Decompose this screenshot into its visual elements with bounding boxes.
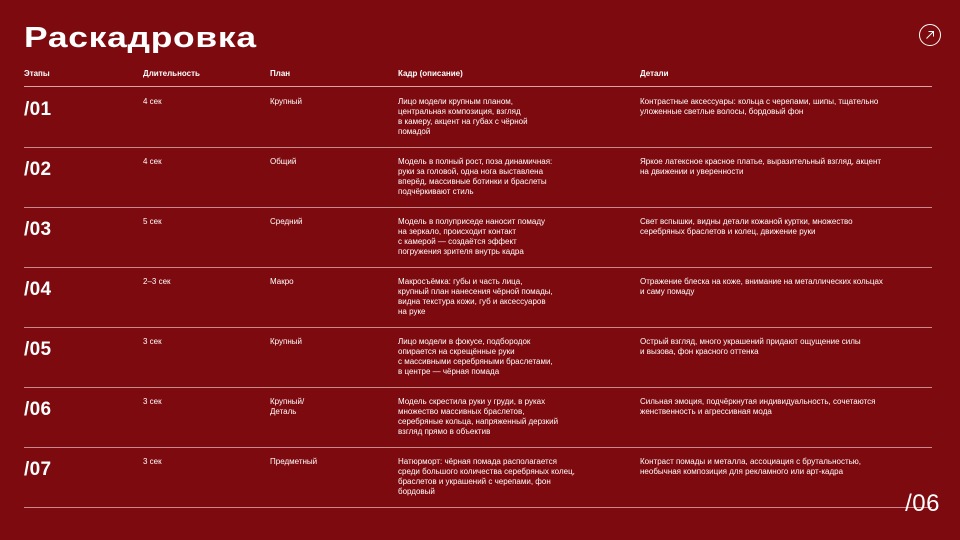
details-cell-line: и вызова, фон красного оттенка xyxy=(640,347,759,356)
frame-description-cell-line: среди большого количества серебряных колец, xyxy=(398,467,575,476)
frame-description-cell-line: Лицо модели в фокусе, подбородок xyxy=(398,337,531,346)
frame-description-cell-line: с камерой — создаётся эффект xyxy=(398,237,517,246)
frame-description-cell-line: Модель в полуприседе наносит помаду xyxy=(398,217,546,226)
page-title: Раскадровка xyxy=(24,22,257,54)
frame-description-cell-line: бордовый xyxy=(398,487,435,496)
frame-description-cell-line: опирается на скрещённые руки xyxy=(398,347,515,356)
stage-number: /02 xyxy=(24,159,52,180)
arrow-up-right-icon xyxy=(925,30,935,40)
plan-cell xyxy=(270,337,370,347)
plan-cell xyxy=(270,277,370,287)
details-cell xyxy=(640,97,920,117)
plan-cell xyxy=(270,397,370,417)
details-cell-line: уложенные светлые волосы, бордовый фон xyxy=(640,107,804,116)
duration-cell: 4 сек xyxy=(143,97,162,106)
plan-cell xyxy=(270,97,370,107)
arrow-up-right-button[interactable] xyxy=(919,24,941,46)
stage-number: /05 xyxy=(24,339,52,360)
page-number: /06 xyxy=(905,490,940,517)
stage-number: /03 xyxy=(24,219,52,240)
details-cell xyxy=(640,397,920,417)
table-row xyxy=(24,207,932,268)
stage-number: /06 xyxy=(24,399,52,420)
details-cell xyxy=(640,337,920,357)
plan-cell-line: Деталь xyxy=(270,407,297,416)
plan-cell-line: Предметный xyxy=(270,457,318,466)
frame-description-cell-line: множество массивных браслетов, xyxy=(398,407,525,416)
stage-number: /01 xyxy=(24,99,52,120)
details-cell xyxy=(640,217,920,237)
frame-description-cell-line: Модель скрестила руки у груди, в руках xyxy=(398,397,546,406)
frame-description-cell-line: Модель в полный рост, поза динамичная: xyxy=(398,157,553,166)
frame-description-cell xyxy=(398,217,584,257)
frame-description-cell-line: крупный план нанесения чёрной помады, xyxy=(398,287,553,296)
table-header xyxy=(24,69,932,85)
plan-cell-line: Крупный xyxy=(270,97,302,106)
duration-cell: 5 сек xyxy=(143,217,162,226)
stage-number: /07 xyxy=(24,459,52,480)
header-stage: Этапы xyxy=(24,69,50,78)
plan-cell-line: Макро xyxy=(270,277,294,286)
details-cell-line: Яркое латексное красное платье, выразительный взгляд, акцент xyxy=(640,157,882,166)
details-cell-line: необычная композиция для рекламного или арт-кадра xyxy=(640,467,844,476)
details-cell-line: Контраст помады и металла, ассоциация с брутальностью, xyxy=(640,457,862,466)
frame-description-cell-line: руки за головой, одна нога выставлена xyxy=(398,167,544,176)
frame-description-cell-line: Лицо модели крупным планом, xyxy=(398,97,513,106)
plan-cell-line: Общий xyxy=(270,157,297,166)
frame-description-cell-line: подчёркивают стиль xyxy=(398,187,474,196)
table-row xyxy=(24,267,932,328)
frame-description-cell xyxy=(398,397,584,437)
frame-description-cell xyxy=(398,457,584,497)
details-cell-line: Острый взгляд, много украшений придают ощущение силы xyxy=(640,337,861,346)
plan-cell-line: Крупный xyxy=(270,337,302,346)
frame-description-cell-line: на зеркало, происходит контакт xyxy=(398,227,516,236)
table-row xyxy=(24,87,932,148)
details-cell xyxy=(640,457,920,477)
plan-cell xyxy=(270,457,370,467)
frame-description-cell-line: серебряные кольца, напряженный дерзкий xyxy=(398,417,559,426)
details-cell-line: Отражение блеска на коже, внимание на металлических кольцах xyxy=(640,277,883,286)
frame-description-cell-line: в камеру, акцент на губах с чёрной xyxy=(398,117,528,126)
frame-description-cell-line: с массивными серебряными браслетами, xyxy=(398,357,553,366)
table-row xyxy=(24,327,932,388)
frame-description-cell-line: помадой xyxy=(398,127,431,136)
duration-cell: 3 сек xyxy=(143,397,162,406)
details-cell xyxy=(640,157,920,177)
table-row xyxy=(24,387,932,448)
plan-cell xyxy=(270,157,370,167)
duration-cell: 3 сек xyxy=(143,457,162,466)
details-cell-line: и саму помаду xyxy=(640,287,695,296)
details-cell xyxy=(640,277,920,297)
duration-cell: 3 сек xyxy=(143,337,162,346)
frame-description-cell-line: на руке xyxy=(398,307,426,316)
details-cell-line: на движении и уверенности xyxy=(640,167,744,176)
plan-cell-line: Крупный/ xyxy=(270,397,305,406)
frame-description-cell-line: взгляд прямо в объектив xyxy=(398,427,491,436)
plan-cell xyxy=(270,217,370,227)
frame-description-cell-line: браслетов и украшений с черепами, фон xyxy=(398,477,551,486)
frame-description-cell-line: видна текстура кожи, губ и аксессуаров xyxy=(398,297,546,306)
duration-cell: 2–3 сек xyxy=(143,277,171,286)
details-cell-line: женственность и агрессивная мода xyxy=(640,407,772,416)
details-cell-line: Контрастные аксессуары: кольца с черепами, шипы, тщательно xyxy=(640,97,879,106)
header-details: Детали xyxy=(640,69,669,78)
details-cell-line: Свет вспышки, видны детали кожаной куртки, множество xyxy=(640,217,853,226)
frame-description-cell-line: Макросъёмка: губы и часть лица, xyxy=(398,277,523,286)
details-cell-line: Сильная эмоция, подчёркнутая индивидуальность, сочетаются xyxy=(640,397,876,406)
duration-cell: 4 сек xyxy=(143,157,162,166)
frame-description-cell xyxy=(398,277,584,317)
frame-description-cell-line: центральная композиция, взгляд xyxy=(398,107,521,116)
frame-description-cell xyxy=(398,97,584,137)
header-plan: План xyxy=(270,69,291,78)
frame-description-cell xyxy=(398,157,584,197)
frame-description-cell-line: Натюрморт: чёрная помада располагается xyxy=(398,457,557,466)
stage-number: /04 xyxy=(24,279,52,300)
frame-description-cell-line: погружения зрителя внутрь кадра xyxy=(398,247,524,256)
table-row xyxy=(24,147,932,208)
frame-description-cell-line: в центре — чёрная помада xyxy=(398,367,500,376)
header-duration: Длительность xyxy=(143,69,200,78)
header-frame: Кадр (описание) xyxy=(398,69,463,78)
plan-cell-line: Средний xyxy=(270,217,303,226)
details-cell-line: серебряных браслетов и колец, движение руки xyxy=(640,227,816,236)
frame-description-cell xyxy=(398,337,584,377)
frame-description-cell-line: вперёд, массивные ботинки и браслеты xyxy=(398,177,547,186)
table-row xyxy=(24,447,932,508)
